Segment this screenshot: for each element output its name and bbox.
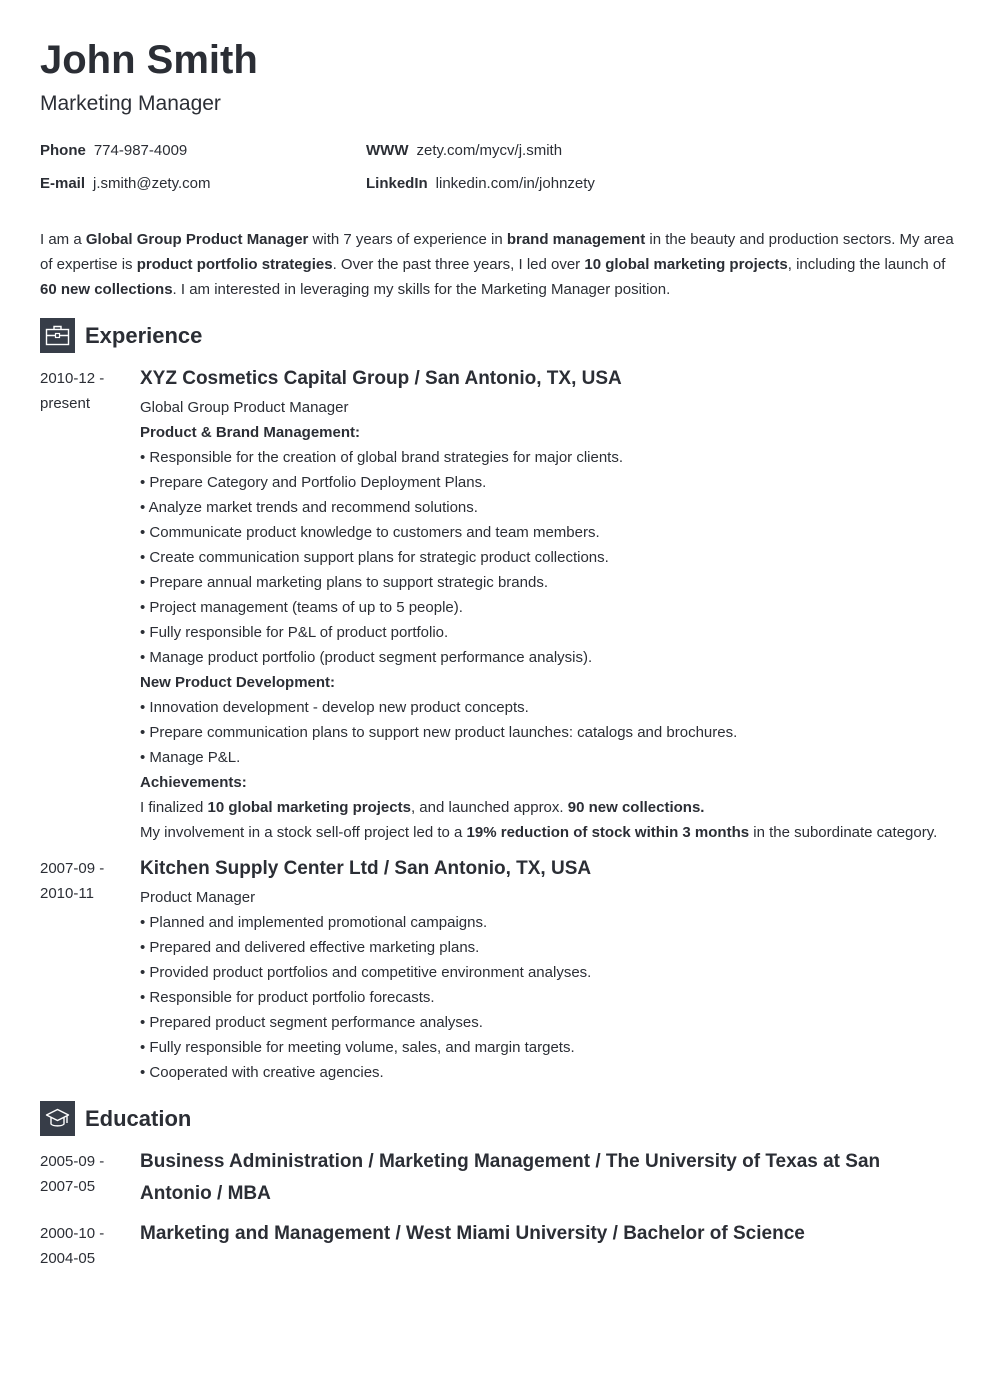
job1-entry (140, 366, 960, 845)
experience-heading: Experience (85, 323, 203, 348)
job1-subheading: New Product Development: (140, 674, 336, 691)
job2-company: Kitchen Supply Center Ltd / San Antonio, TX, USA (140, 858, 592, 879)
list-item: • Create communication support plans for strategic product collections. (140, 549, 609, 566)
list-item: • Prepared product segment performance analyses. (140, 1014, 483, 1031)
email-value[interactable]: j.smith@zety.com (93, 175, 211, 192)
profile-summary: I am a Global Group Product Manager with 7 years of experience in brand management in the beauty and production sectors. My area of expertise is product portfolio strategies. Over the past three years, I led over 10 global marketing projects, including the launch of 60 new collections. I am interested in leveraging my skills for the Marketing Manager position. (40, 231, 954, 298)
list-item: • Provided product portfolios and competitive environment analyses. (140, 964, 592, 981)
job2-dates: 2007-09 - 2010-11 (40, 860, 105, 902)
list-item: • Planned and implemented promotional campaigns. (140, 914, 488, 931)
list-item: • Innovation development - develop new product concepts. (140, 699, 529, 716)
education-heading: Education (85, 1106, 192, 1131)
job1-subheading: Achievements: (140, 774, 247, 791)
www-value[interactable]: zety.com/mycv/j.smith (416, 142, 563, 159)
contact-linkedin (366, 174, 595, 194)
experience-section-header (40, 318, 340, 353)
edu1-degree: Business Administration / Marketing Management / The University of Texas at San Antonio / MBA (140, 1151, 881, 1204)
job1-dates: 2010-12 - present (40, 370, 105, 412)
linkedin-value[interactable]: linkedin.com/in/johnzety (435, 175, 595, 192)
job-title: Marketing Manager (40, 92, 221, 115)
contact-phone (40, 141, 187, 161)
edu1-entry (140, 1149, 960, 1210)
achievement-line: My involvement in a stock sell-off project led to a 19% reduction of stock within 3 months in the subordinate category. (140, 824, 938, 841)
job2-entry (140, 856, 960, 1085)
graduation-cap-icon (40, 1101, 75, 1136)
list-item: • Fully responsible for P&L of product portfolio. (140, 624, 449, 641)
list-item: • Manage P&L. (140, 749, 241, 766)
job2-role: Product Manager (140, 889, 256, 906)
linkedin-label: LinkedIn (366, 175, 428, 192)
list-item: • Analyze market trends and recommend solutions. (140, 499, 478, 516)
phone-label: Phone (40, 142, 86, 159)
list-item: • Project management (teams of up to 5 people). (140, 599, 463, 616)
job1-role: Global Group Product Manager (140, 399, 349, 416)
list-item: • Cooperated with creative agencies. (140, 1064, 384, 1081)
job1-company: XYZ Cosmetics Capital Group / San Antonio, TX, USA (140, 368, 622, 389)
achievement-line: I finalized 10 global marketing projects, and launched approx. 90 new collections. (140, 799, 705, 816)
list-item: • Responsible for the creation of global brand strategies for major clients. (140, 449, 624, 466)
list-item: • Prepare communication plans to support new product launches: catalogs and brochures. (140, 724, 738, 741)
www-label: WWW (366, 142, 409, 159)
list-item: • Prepare annual marketing plans to support strategic brands. (140, 574, 548, 591)
candidate-name: John Smith (40, 38, 258, 82)
edu1-dates: 2005-09 - 2007-05 (40, 1153, 105, 1195)
edu2-degree: Marketing and Management / West Miami University / Bachelor of Science (140, 1223, 805, 1244)
list-item: • Communicate product knowledge to customers and team members. (140, 524, 600, 541)
education-section-header (40, 1101, 340, 1136)
list-item: • Fully responsible for meeting volume, sales, and margin targets. (140, 1039, 575, 1056)
email-label: E-mail (40, 175, 86, 192)
list-item: • Prepared and delivered effective marketing plans. (140, 939, 480, 956)
edu2-entry (140, 1221, 960, 1250)
list-item: • Prepare Category and Portfolio Deployment Plans. (140, 474, 487, 491)
briefcase-icon (40, 318, 75, 353)
list-item: • Manage product portfolio (product segment performance analysis). (140, 649, 593, 666)
job1-subheading: Product & Brand Management: (140, 424, 361, 441)
contact-email (40, 174, 210, 194)
list-item: • Responsible for product portfolio forecasts. (140, 989, 435, 1006)
phone-value: 774-987-4009 (93, 142, 188, 159)
contact-www (366, 141, 562, 161)
edu2-dates: 2000-10 - 2004-05 (40, 1225, 105, 1267)
